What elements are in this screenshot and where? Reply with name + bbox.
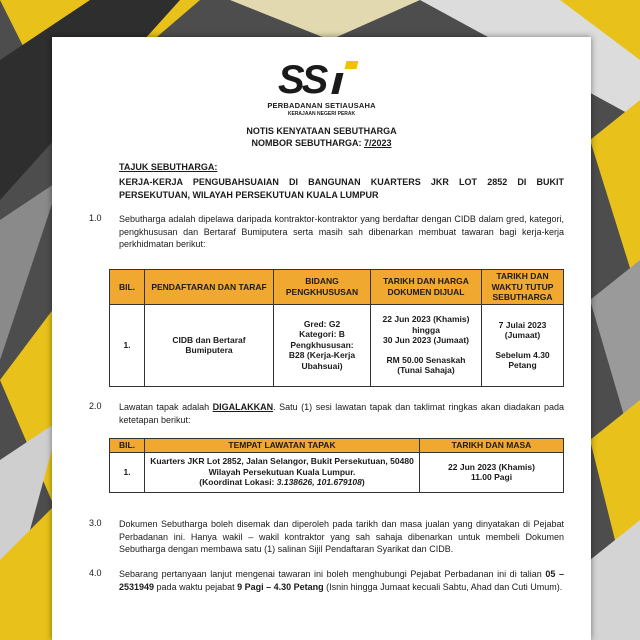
- site-visit-table: [109, 438, 564, 493]
- tender-requirements-table: [109, 269, 564, 387]
- notice-number-value: 7/2023: [363, 138, 392, 148]
- section-2-number: 2.0: [89, 401, 102, 411]
- col-header-tarikh-harga: TARIKH DAN HARGA DOKUMEN DIJUAL: [371, 270, 482, 305]
- section-1-number: 1.0: [89, 213, 102, 223]
- section-4-text: [119, 568, 564, 593]
- tutup-hari: (Jumaat): [504, 330, 541, 340]
- contact-phone: 05 – 2531949: [119, 569, 564, 592]
- tajuk-text: KERJA-KERJA PENGUBAHSUAIAN DI BANGUNAN KUARTERS JKR LOT 2852 DI BUKIT PERSEKUTUAN, WILAYAH PERSEKUTUAN KUALA LUMPUR: [119, 177, 564, 200]
- bidang-pengkhususan-value: B28 (Kerja-Kerja Ubahsuai): [288, 350, 356, 371]
- tajuk-label: TAJUK SEBUTHARGA:: [119, 162, 218, 172]
- cell-bil: 1.: [110, 452, 145, 492]
- section-4-number: 4.0: [89, 568, 102, 578]
- section-2-text-a: Lawatan tapak adalah: [119, 402, 213, 412]
- col-header-bil: BIL.: [110, 439, 145, 453]
- section-4-text-b: pada waktu pejabat: [154, 581, 238, 592]
- bidang-gred: Gred: G2: [303, 318, 341, 329]
- section-3-text: Dokumen Sebutharga boleh disemak dan diperoleh pada tarikh dan masa jualan yang dinyatakan di Pejabat Perbadanan ini. Hanya wakil – wakil kontraktor yang sah sahaja dibenarkan untuk membeli Dokumen Sebutharga dengan membawa satu (1) salinan Sijil Pendaftaran Syarikat dan CIDB.: [119, 519, 564, 554]
- koordinat-label: (Koordinat Lokasi:: [199, 477, 277, 488]
- notice-document: [52, 37, 591, 640]
- section-2-emphasis: DIGALAKKAN: [212, 402, 274, 412]
- section-2-text: [119, 401, 564, 426]
- harga: RM 50.00 Senaskah: [386, 354, 466, 365]
- col-header-tarikh-masa: TARIKH DAN MASA: [420, 439, 564, 453]
- notice-number-label: NOMBOR SEBUTHARGA:: [251, 138, 362, 148]
- harga-note: (Tunai Sahaja): [397, 365, 455, 376]
- tutup-tarikh: 7 Julai 2023: [498, 319, 547, 330]
- koordinat-value: 3.138626, 101.679108: [276, 477, 362, 488]
- notice-number: [52, 138, 591, 148]
- section-2-text-b: . Satu (1) sesi lawatan tapak dan taklimat ringkas akan diadakan pada ketetapan berikut:: [119, 402, 564, 425]
- tutup-masa: Sebelum 4.30: [495, 349, 550, 360]
- org-subtitle: KERAJAAN NEGERI PERAK: [287, 111, 356, 117]
- section-4-text-c: (Isnin hingga Jumaat kecuali Sabtu, Ahad dan Cuti Umum).: [323, 581, 563, 592]
- cell-bidang: [274, 304, 371, 386]
- tarikh-mula: 22 Jun 2023 (Khamis): [382, 314, 470, 325]
- tarikh-hingga: hingga: [412, 324, 440, 335]
- lawatan-tarikh: 22 Jun 2023 (Khamis): [448, 461, 535, 472]
- table-header-row: [110, 439, 564, 453]
- col-header-bidang: BIDANG PENGKHUSUSAN: [274, 270, 371, 305]
- svg-text:SS: SS: [277, 59, 325, 99]
- col-header-tempat: TEMPAT LAWATAN TAPAK: [145, 439, 420, 453]
- cell-tempat: [145, 452, 420, 492]
- table-row: [110, 452, 564, 492]
- cell-tutup: [482, 304, 564, 386]
- col-header-tutup: TARIKH DAN WAKTU TUTUP SEBUTHARGA: [482, 270, 564, 305]
- koordinat-end: ): [361, 477, 365, 488]
- notice-title: NOTIS KENYATAAN SEBUTHARGA: [246, 126, 397, 136]
- ssi-logo: [52, 59, 591, 99]
- tutup-masa-2: Petang: [508, 360, 537, 370]
- cell-bil: 1.: [110, 304, 145, 386]
- tarikh-akhir: 30 Jun 2023 (Jumaat): [383, 335, 469, 346]
- table-row: [110, 304, 564, 386]
- office-hours: 9 Pagi – 4.30 Petang: [237, 581, 324, 592]
- section-1-text: Sebutharga adalah dipelawa daripada kontraktor-kontraktor yang berdaftar dengan CIDB dalam gred, kategori, pengkhususan dan Bertaraf Bumiputera serta masih sah dibenarkan membuat tawaran bagi kerja-kerja perkhidmatan berikut:: [119, 214, 564, 249]
- bidang-kategori: Kategori: B: [299, 329, 345, 340]
- tempat-alamat: Kuarters JKR Lot 2852, Jalan Selangor, Bukit Persekutuan, 50480 Wilayah Persekutuan Kuala Lumpur.: [150, 456, 414, 477]
- bidang-pengkhususan-label: Pengkhususan:: [290, 339, 354, 350]
- lawatan-masa: 11.00 Pagi: [470, 472, 513, 482]
- cell-tarikh-harga: [371, 304, 482, 386]
- section-4-text-a: Sebarang pertanyaan lanjut mengenai tawaran ini boleh menghubungi Pejabat Perbadanan ini di talian: [119, 569, 546, 579]
- table-header-row: [110, 270, 564, 305]
- section-3-number: 3.0: [89, 518, 102, 528]
- cell-tarikh-masa: [420, 452, 564, 492]
- ssi-logo-mark: [274, 59, 370, 99]
- col-header-pendaftaran: PENDAFTARAN DAN TARAF: [145, 270, 274, 305]
- cell-pendaftaran: CIDB dan Bertaraf Bumiputera: [145, 304, 274, 386]
- org-name: PERBADANAN SETIAUSAHA: [267, 101, 376, 110]
- tempat-koordinat: [148, 477, 416, 488]
- col-header-bil: BIL.: [110, 270, 145, 305]
